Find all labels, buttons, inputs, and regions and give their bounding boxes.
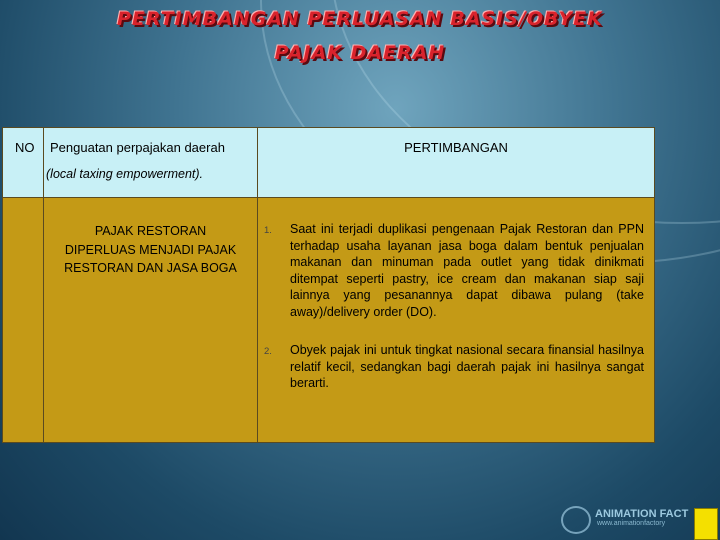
table-header-row	[3, 128, 655, 198]
page-title-line-2: PAJAK DAERAH	[274, 42, 446, 64]
list-item-number: 2.	[264, 346, 272, 357]
animation-factory-logo	[567, 508, 688, 527]
page-title-line-1: PERTIMBANGAN PERLUASAN BASIS/OBYEK	[117, 8, 603, 30]
list-item-text: Obyek pajak ini untuk tingkat nasional secara finansial hasilnya relatif kecil, sedangkan bagi daerah pajak ini hasilnya sangat berarti.	[290, 343, 644, 390]
corner-box	[694, 508, 718, 540]
logo-text: ANIMATION FACT	[595, 508, 689, 520]
row-pertimbangan-cell	[258, 198, 655, 443]
header-penguatan-title: Penguatan perpajakan daerah	[50, 140, 225, 155]
table-row	[3, 198, 655, 443]
content-table	[2, 127, 655, 443]
header-penguatan-subtitle: (local taxing empowerment).	[46, 167, 204, 181]
row-no-cell	[3, 198, 44, 443]
header-pertimbangan: PERTIMBANGAN	[258, 128, 655, 198]
row-object-cell: PAJAK RESTORAN DIPERLUAS MENJADI PAJAK RESTORAN DAN JASA BOGA	[44, 198, 258, 443]
logo-subtext: www.animationfactory	[597, 520, 666, 527]
header-penguatan	[44, 128, 258, 198]
list-item-number: 1.	[264, 225, 272, 236]
list-item	[264, 221, 644, 320]
list-item-text: Saat ini terjadi duplikasi pengenaan Pajak Restoran dan PPN terhadap usaha layanan jasa boga dalam bentuk penjualan makanan dan minuman pada outlet yang tidak dinikmati ditempat seperti pastry, ice cream dan makanan siap saji lainnya yang pesanannya dapat dibawa pulang (take away)/delivery order (DO).	[290, 222, 644, 319]
header-no: NO	[3, 128, 44, 198]
list-item	[264, 342, 644, 392]
logo-globe-icon	[561, 506, 591, 534]
